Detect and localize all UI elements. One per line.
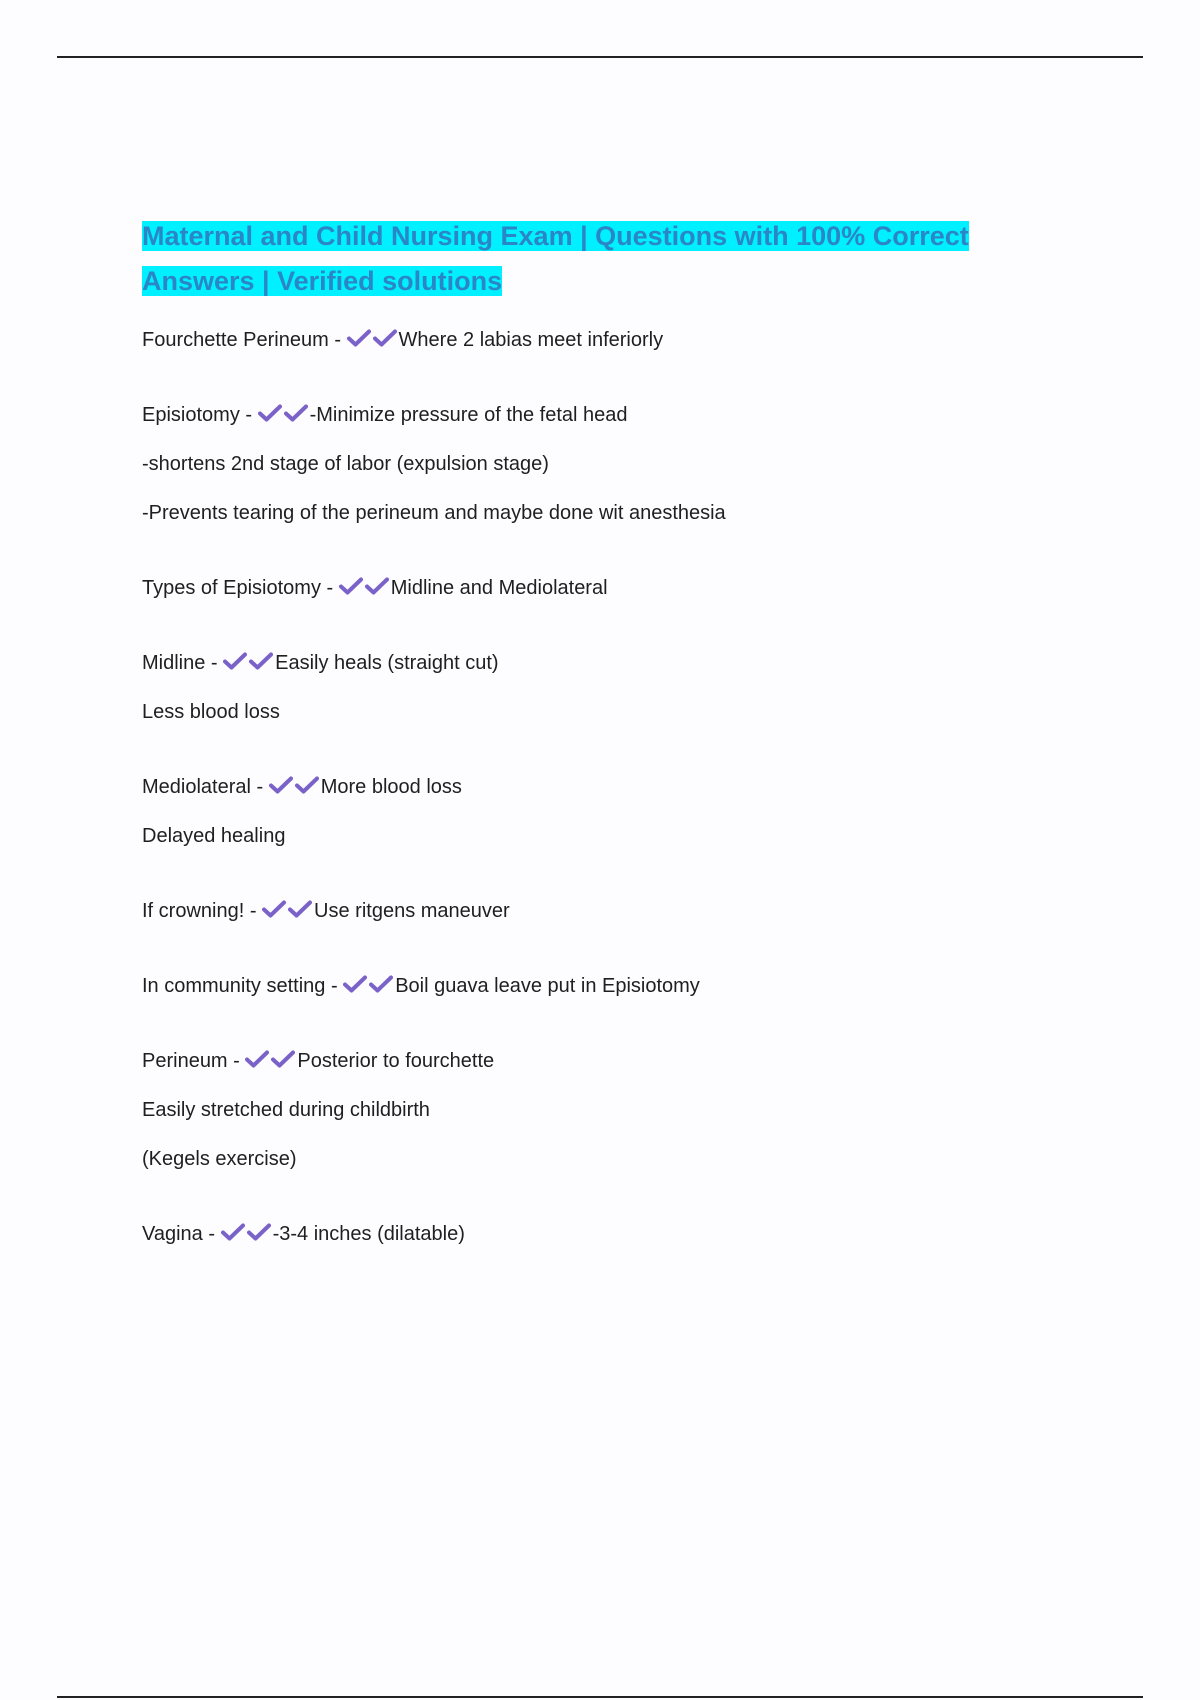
qa-answer-continuation: Delayed healing: [142, 825, 286, 847]
check-mark-icon: [269, 776, 295, 796]
check-mark-icon: [347, 329, 373, 349]
check-mark-icon: [258, 404, 284, 424]
qa-answer: Use ritgens maneuver: [314, 900, 510, 922]
qa-entry: [142, 776, 1042, 848]
qa-question-line: [142, 329, 1042, 352]
qa-list: [142, 329, 1042, 1246]
check-mark-icon: [221, 1223, 247, 1243]
qa-question-line: [142, 404, 1042, 427]
qa-entry: [142, 1223, 1042, 1246]
check-mark-icon: [249, 652, 275, 672]
qa-answer-continuation: (Kegels exercise): [142, 1148, 297, 1170]
qa-entry: [142, 404, 1042, 525]
qa-question-line: [142, 1223, 1042, 1246]
check-mark-icon: [343, 975, 369, 995]
qa-answer-continuation: -Prevents tearing of the perineum and maybe done wit anesthesia: [142, 502, 726, 524]
qa-answer: -3-4 inches (dilatable): [272, 1223, 465, 1245]
qa-question-line: [142, 900, 1042, 923]
qa-entry: [142, 329, 1042, 352]
check-mark-icon: [295, 776, 321, 796]
qa-answer: -Minimize pressure of the fetal head: [309, 404, 628, 426]
qa-term: Mediolateral -: [142, 776, 264, 798]
qa-term: Midline -: [142, 652, 218, 674]
top-rule: [57, 56, 1143, 58]
check-mark-icon: [271, 1050, 297, 1070]
document-body: [142, 214, 1042, 1298]
qa-question-line: [142, 975, 1042, 998]
document-title: [142, 214, 1042, 304]
qa-term: Fourchette Perineum -: [142, 329, 341, 351]
bottom-rule: [57, 1696, 1143, 1698]
qa-term: Types of Episiotomy -: [142, 577, 334, 599]
check-mark-icon: [247, 1223, 273, 1243]
qa-answer: More blood loss: [320, 776, 462, 798]
qa-question-line: [142, 1050, 1042, 1073]
check-mark-icon: [262, 900, 288, 920]
qa-term: If crowning! -: [142, 900, 257, 922]
qa-term: Episiotomy -: [142, 404, 253, 426]
qa-entry: [142, 577, 1042, 600]
check-mark-icon: [288, 900, 314, 920]
document-title-text: Maternal and Child Nursing Exam | Questions with 100% Correct Answers | Verified solutions: [142, 221, 969, 296]
qa-answer: Boil guava leave put in Episiotomy: [395, 975, 700, 997]
qa-term: Perineum -: [142, 1050, 240, 1072]
check-mark-icon: [339, 577, 365, 597]
qa-answer: Posterior to fourchette: [297, 1050, 495, 1072]
check-mark-icon: [223, 652, 249, 672]
qa-answer: Midline and Mediolateral: [390, 577, 608, 599]
qa-question-line: [142, 577, 1042, 600]
qa-answer-continuation: -shortens 2nd stage of labor (expulsion stage): [142, 453, 549, 475]
check-mark-icon: [373, 329, 399, 349]
check-mark-icon: [365, 577, 391, 597]
qa-entry: [142, 652, 1042, 724]
qa-question-line: [142, 776, 1042, 799]
check-mark-icon: [245, 1050, 271, 1070]
qa-answer: Where 2 labias meet inferiorly: [398, 329, 664, 351]
qa-term: Vagina -: [142, 1223, 216, 1245]
check-mark-icon: [284, 404, 310, 424]
qa-entry: [142, 1050, 1042, 1171]
qa-answer-continuation: Easily stretched during childbirth: [142, 1099, 430, 1121]
qa-entry: [142, 900, 1042, 923]
qa-question-line: [142, 652, 1042, 675]
check-mark-icon: [369, 975, 395, 995]
qa-answer: Easily heals (straight cut): [275, 652, 499, 674]
qa-term: In community setting -: [142, 975, 338, 997]
qa-entry: [142, 975, 1042, 998]
qa-answer-continuation: Less blood loss: [142, 701, 280, 723]
